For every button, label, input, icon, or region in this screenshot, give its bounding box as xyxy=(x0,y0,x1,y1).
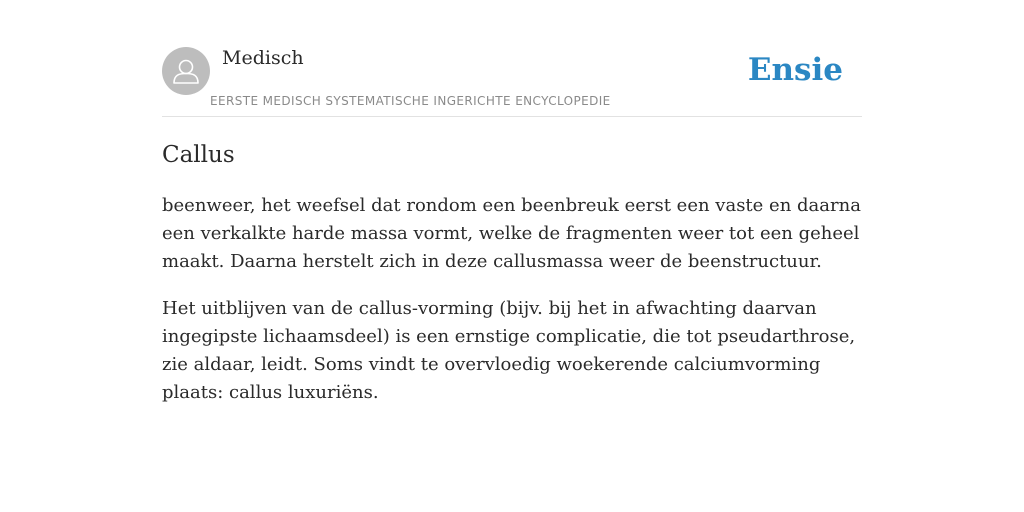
source-subtitle: EERSTE MEDISCH SYSTEMATISCHE INGERICHTE ENCYCLOPEDIE xyxy=(210,94,611,108)
ensie-logo-link[interactable]: Ensie xyxy=(747,52,843,88)
source-name[interactable]: Medisch xyxy=(222,47,304,69)
entry-definition xyxy=(162,192,862,407)
user-icon xyxy=(162,47,210,95)
entry-header xyxy=(162,40,862,117)
entry-article xyxy=(162,138,862,426)
definition-paragraph: Het uitblijven van de callus-vorming (bijv. bij het in afwachting daarvan ingegipste lichaamsdeel) is een ernstige complicatie, die tot pseudarthrose, zie aldaar, leidt. Soms vindt te overvloedig woekerende calciumvorming plaats: callus luxuriëns. xyxy=(162,298,856,403)
entry-term-title: Callus xyxy=(162,142,235,168)
source-avatar[interactable] xyxy=(162,47,210,95)
definition-paragraph: beenweer, het weefsel dat rondom een beenbreuk eerst een vaste en daarna een verkalkte harde massa vormt, welke de fragmenten weer tot een geheel maakt. Daarna herstelt zich in deze callusmassa weer de beenstructuur. xyxy=(162,195,861,272)
